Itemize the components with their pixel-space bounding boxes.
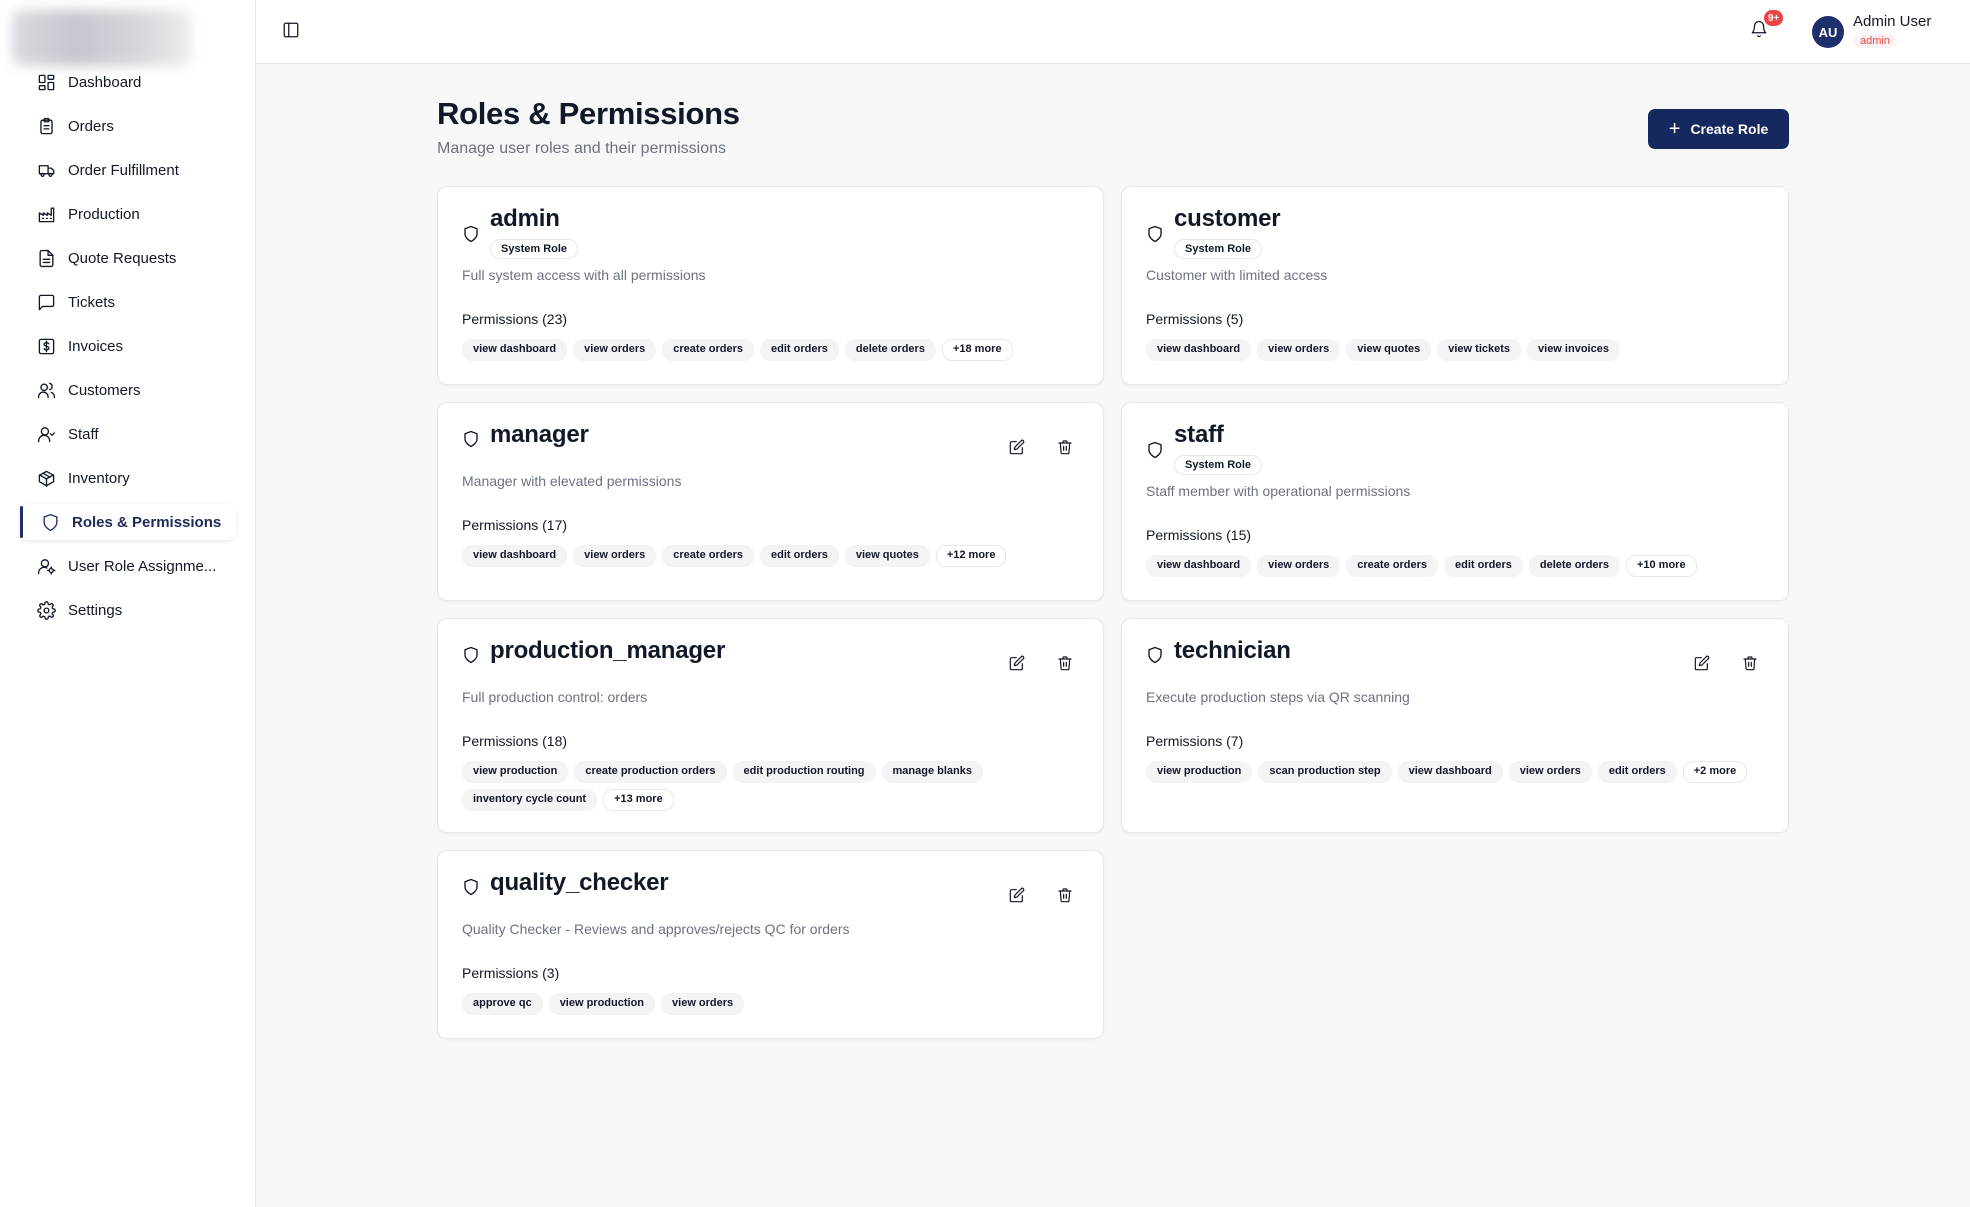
permission-chip: edit orders <box>760 545 839 567</box>
more-permissions-chip[interactable]: +2 more <box>1683 761 1748 783</box>
role-description: Full production control: orders <box>462 689 648 705</box>
user-icon <box>36 424 56 444</box>
sidebar-item-label: User Role Assignme... <box>68 557 217 575</box>
top-bar <box>256 0 1970 64</box>
more-permissions-chip[interactable]: +12 more <box>936 545 1007 567</box>
create-role-button[interactable] <box>1648 109 1789 149</box>
role-description: Manager with elevated permissions <box>462 473 682 489</box>
permissions-count: Permissions (7) <box>1146 733 1244 749</box>
permission-chip: view orders <box>1509 761 1592 783</box>
trash-icon <box>1057 439 1073 455</box>
permission-chips <box>462 339 1079 361</box>
permission-chips <box>462 761 1079 811</box>
permission-chip: create production orders <box>574 761 726 783</box>
permission-chip: view dashboard <box>462 545 567 567</box>
permission-chips <box>462 993 1079 1015</box>
sidebar-item-user-role-assignme[interactable] <box>20 548 236 584</box>
permission-chip: create orders <box>1346 555 1438 577</box>
trash-icon <box>1742 655 1758 671</box>
permission-chip: view dashboard <box>1146 339 1251 361</box>
dashboard-icon <box>36 72 56 92</box>
permission-chip: edit orders <box>1444 555 1523 577</box>
page-title: Roles & Permissions <box>437 96 740 131</box>
permissions-count: Permissions (5) <box>1146 311 1244 327</box>
edit-role-button[interactable] <box>1005 883 1029 907</box>
permission-chip: view dashboard <box>462 339 567 361</box>
package-icon <box>36 468 56 488</box>
permission-chip: view dashboard <box>1398 761 1503 783</box>
more-permissions-chip[interactable]: +18 more <box>942 339 1013 361</box>
role-card-customer <box>1121 186 1789 385</box>
role-card-quality-checker <box>437 850 1104 1039</box>
plus-icon: + <box>1668 118 1681 140</box>
role-description: Full system access with all permissions <box>462 267 706 283</box>
role-description: Execute production steps via QR scanning <box>1146 689 1410 705</box>
sidebar <box>0 0 256 1207</box>
edit-role-button[interactable] <box>1690 651 1714 675</box>
role-name: admin <box>490 205 560 232</box>
trash-icon <box>1057 655 1073 671</box>
clipboard-icon <box>36 116 56 136</box>
system-role-badge: System Role <box>490 239 578 259</box>
sidebar-item-staff[interactable] <box>20 416 236 452</box>
sidebar-item-label: Production <box>68 205 140 223</box>
role-name: quality_checker <box>490 869 669 896</box>
permission-chip: inventory cycle count <box>462 789 597 811</box>
permissions-count: Permissions (15) <box>1146 527 1252 543</box>
permission-chip: view invoices <box>1527 339 1620 361</box>
sidebar-item-label: Quote Requests <box>68 249 177 267</box>
permission-chips <box>1146 555 1764 577</box>
sidebar-item-order-fulfillment[interactable] <box>20 152 236 188</box>
sidebar-item-production[interactable] <box>20 196 236 232</box>
gear-icon <box>36 600 56 620</box>
role-description: Staff member with operational permissions <box>1146 483 1411 499</box>
permissions-count: Permissions (17) <box>462 517 568 533</box>
permission-chip: scan production step <box>1258 761 1391 783</box>
permission-chip: view tickets <box>1437 339 1521 361</box>
role-name: manager <box>490 421 589 448</box>
sidebar-item-tickets[interactable] <box>20 284 236 320</box>
edit-icon <box>1694 655 1710 671</box>
more-permissions-chip[interactable]: +10 more <box>1626 555 1697 577</box>
sidebar-item-label: Dashboard <box>68 73 142 91</box>
permission-chips <box>1146 761 1764 783</box>
shield-icon <box>462 646 482 666</box>
permission-chip: view orders <box>573 545 656 567</box>
sidebar-item-dashboard[interactable] <box>20 64 236 100</box>
factory-icon <box>36 204 56 224</box>
sidebar-toggle-button[interactable] <box>282 21 304 43</box>
sidebar-item-invoices[interactable] <box>20 328 236 364</box>
sidebar-item-roles-permissions[interactable] <box>20 504 236 540</box>
permission-chip: edit orders <box>1598 761 1677 783</box>
user-cog-icon <box>36 556 56 576</box>
shield-icon <box>462 878 482 898</box>
avatar[interactable]: AU <box>1812 16 1844 48</box>
role-name: production_manager <box>490 637 726 664</box>
sidebar-item-label: Order Fulfillment <box>68 161 179 179</box>
permission-chip: view production <box>549 993 655 1015</box>
file-text-icon <box>36 248 56 268</box>
shield-icon <box>1146 646 1166 666</box>
sidebar-item-label: Tickets <box>68 293 115 311</box>
permission-chip: manage blanks <box>882 761 983 783</box>
role-name: staff <box>1174 421 1224 448</box>
role-card-staff <box>1121 402 1789 601</box>
sidebar-item-orders[interactable] <box>20 108 236 144</box>
role-description: Customer with limited access <box>1146 267 1328 283</box>
panel-left-icon <box>282 21 300 39</box>
role-name: customer <box>1174 205 1281 232</box>
edit-role-button[interactable] <box>1005 651 1029 675</box>
delete-role-button[interactable] <box>1053 651 1077 675</box>
role-card-manager <box>437 402 1104 601</box>
truck-icon <box>36 160 56 180</box>
sidebar-item-label: Invoices <box>68 337 124 355</box>
trash-icon <box>1057 887 1073 903</box>
permission-chips <box>462 545 1079 567</box>
sidebar-item-customers[interactable] <box>20 372 236 408</box>
sidebar-item-label: Customers <box>68 381 141 399</box>
delete-role-button[interactable] <box>1053 883 1077 907</box>
message-icon <box>36 292 56 312</box>
dollar-icon <box>36 336 56 356</box>
permissions-count: Permissions (18) <box>462 733 568 749</box>
shield-icon <box>462 225 482 245</box>
permission-chip: approve qc <box>462 993 543 1015</box>
permission-chip: view dashboard <box>1146 555 1251 577</box>
permission-chip: view orders <box>661 993 744 1015</box>
permission-chip: view orders <box>573 339 656 361</box>
permission-chip: view production <box>1146 761 1252 783</box>
shield-icon <box>462 430 482 450</box>
sidebar-item-quote-requests[interactable] <box>20 240 236 276</box>
permission-chip: edit production routing <box>733 761 876 783</box>
permission-chip: create orders <box>662 339 754 361</box>
sidebar-item-label: Orders <box>68 117 114 135</box>
permission-chip: view orders <box>1257 339 1340 361</box>
role-card-production-manager <box>437 618 1104 833</box>
shield-icon <box>1146 225 1166 245</box>
permission-chip: view quotes <box>845 545 930 567</box>
brand-logo[interactable] <box>12 10 192 66</box>
role-card-technician <box>1121 618 1789 833</box>
sidebar-item-label: Roles & Permissions <box>72 513 222 531</box>
role-description: Quality Checker - Reviews and approves/rejects QC for orders <box>462 921 850 937</box>
sidebar-item-label: Inventory <box>68 469 130 487</box>
edit-role-button[interactable] <box>1005 435 1029 459</box>
page-subtitle: Manage user roles and their permissions <box>437 140 727 157</box>
create-role-label: Create Role <box>1690 121 1769 137</box>
users-icon <box>36 380 56 400</box>
edit-icon <box>1009 655 1025 671</box>
edit-icon <box>1009 439 1025 455</box>
permission-chip: view production <box>462 761 568 783</box>
permission-chip: delete orders <box>1529 555 1620 577</box>
system-role-badge: System Role <box>1174 455 1262 475</box>
sidebar-item-inventory[interactable] <box>20 460 236 496</box>
delete-role-button[interactable] <box>1053 435 1077 459</box>
role-name: technician <box>1174 637 1291 664</box>
shield-icon <box>40 512 60 532</box>
sidebar-item-settings[interactable] <box>20 592 236 628</box>
permissions-count: Permissions (3) <box>462 965 560 981</box>
permission-chip: delete orders <box>845 339 936 361</box>
permission-chips <box>1146 339 1764 361</box>
permissions-count: Permissions (23) <box>462 311 568 327</box>
more-permissions-chip[interactable]: +13 more <box>603 789 674 811</box>
delete-role-button[interactable] <box>1738 651 1762 675</box>
permission-chip: create orders <box>662 545 754 567</box>
permission-chip: view orders <box>1257 555 1340 577</box>
permission-chip: edit orders <box>760 339 839 361</box>
permission-chip: view quotes <box>1346 339 1431 361</box>
system-role-badge: System Role <box>1174 239 1262 259</box>
user-name: Admin User <box>1853 13 1932 30</box>
shield-icon <box>1146 441 1166 461</box>
notification-count-badge: 9+ <box>1762 8 1785 28</box>
sidebar-item-label: Settings <box>68 601 123 619</box>
edit-icon <box>1009 887 1025 903</box>
role-card-admin <box>437 186 1104 385</box>
sidebar-item-label: Staff <box>68 425 99 443</box>
user-role-badge: admin <box>1853 34 1897 48</box>
